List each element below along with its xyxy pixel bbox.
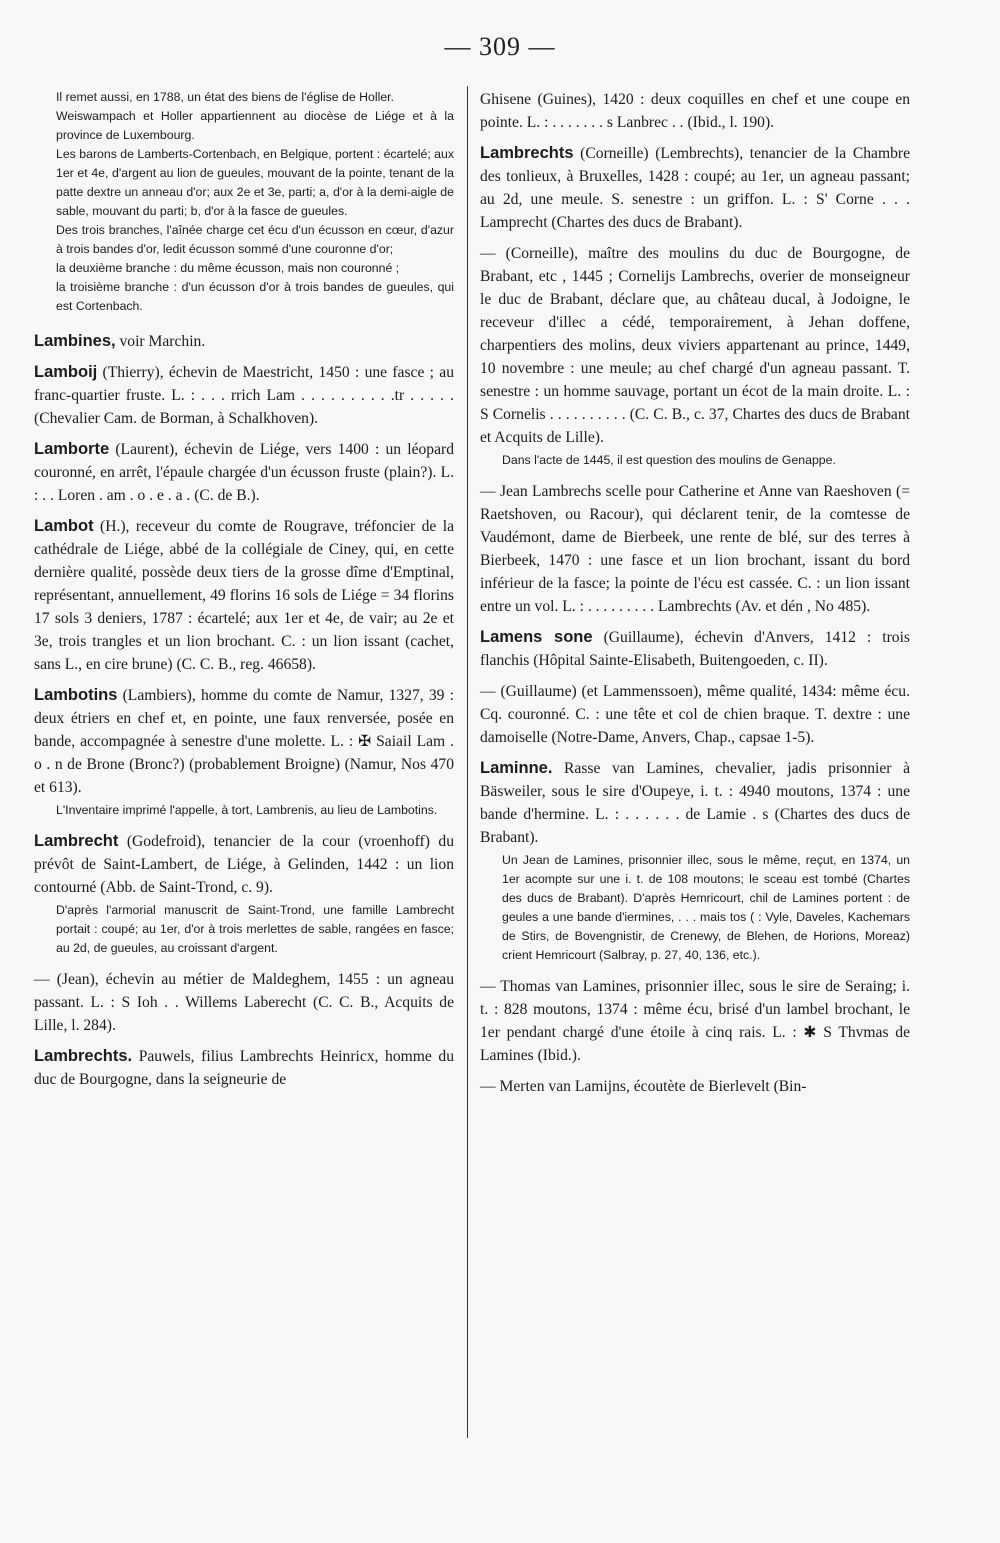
entry-text: — Merten van Lamijns, écoutète de Bierlevelt (Bin-: [480, 1078, 807, 1095]
entry: [34, 968, 454, 1037]
entry: [34, 684, 454, 799]
note-paragraph: D'après l'armorial manuscrit de Saint-Trond, une famille Lambrecht portait : coupé; au 1er, d'or à trois merlettes de sable, rangées en fasce; au 2d, de gueules, au croissant d'argent.: [56, 903, 454, 955]
entry-headword: Lambrechts: [480, 144, 574, 162]
note-paragraph: L'Inventaire imprimé l'appelle, à tort, Lambrenis, au lieu de Lambotins.: [56, 803, 438, 817]
entry: [34, 438, 454, 507]
entry: [34, 830, 454, 899]
note-paragraph: Dans l'acte de 1445, il est question des moulins de Genappe.: [502, 453, 836, 467]
entry: [480, 1075, 910, 1098]
left-column: [34, 88, 454, 1099]
note-paragraph: Des trois branches, l'aînée charge cet écu d'un écusson en cœur, d'azur à trois bandes d'or, ledit écusson sommé d'une couronne d'or;: [56, 223, 454, 256]
note-paragraph: la deuxième branche : du même écusson, mais non couronné ;: [56, 261, 400, 275]
entry-text: Rasse van Lamines, chevalier, jadis prisonnier à Bäsweiler, sous le sire d'Oupeye, i. t. : 4940 moutons, 1374 : une bande d'hermine. L. : . . . . . . de Lamie . s (Chartes des ducs de Brabant).: [480, 760, 910, 846]
entry: [480, 975, 910, 1067]
note-paragraph: Les barons de Lamberts-Cortenbach, en Belgique, portent : écartelé; aux 1er et 4e, d'argent au lion de gueules, mouvant de la pointe, tenant de la patte dextre un anneau d'or; aux 2e et 3e, parti; a, d'or à la demi-aigle de sable, mouvant du parti; b, d'or à la fasce de gueules.: [56, 147, 454, 218]
entry: [34, 1045, 454, 1091]
entry: [480, 680, 910, 749]
entry-text: — Thomas van Lamines, prisonnier illec, sous le sire de Seraing; i. t. : 828 moutons, 1374 : même écu, brisé d'un lambel brochant, le 1er pendant chargé d'une étoile à cinq rais. L. : ✱ S Thvmas de Lamines (Ibid.).: [480, 978, 910, 1064]
entry: [34, 361, 454, 430]
entry-headword: Lamborte: [34, 440, 110, 458]
entry-text: (Guillaume), échevin d'Anvers, 1412 : trois flanchis (Hôpital Sainte-Elisabeth, Buitengoeden, c. II).: [480, 629, 910, 669]
entry-headword: Lambrecht: [34, 832, 119, 850]
entry-text: (Godefroid), tenancier de la cour (vroenhoff) du prévôt de Saint-Lambert, de Liége, à Gelinden, 1442 : un lion contourné (Abb. de Saint-Trond, c. 9).: [34, 833, 454, 896]
entry: [480, 88, 910, 134]
entry-headword: Lamens sone: [480, 628, 593, 646]
note-paragraph: Il remet aussi, en 1788, un état des biens de l'église de Holler.: [56, 90, 394, 104]
note-paragraph: la troisième branche : d'un écusson d'or à trois bandes de gueules, qui est Cortenbach.: [56, 280, 454, 313]
entry: [480, 480, 910, 618]
entry-headword: Laminne.: [480, 759, 553, 777]
note-paragraph: Un Jean de Lamines, prisonnier illec, sous le même, reçut, en 1374, un 1er acompte sur une i. t. de 108 moutons; le sceau est tombé (Chartes des ducs de Brabant). D'après Hemricourt, chil de Lamines portent : de geules a une bande d'iermines, . . . mais tos ( : Vyle, Daveles, Kachemars de Stirs, de Bovengnistir, de Crenewy, de Blehen, de Horions, Moreaz) crient Hemricourt (Salbray, p. 27, 40, 136, etc.).: [502, 853, 910, 962]
entry: [480, 242, 910, 449]
entry: [34, 515, 454, 676]
entry: [480, 757, 910, 849]
entry: [480, 142, 910, 234]
entry: [34, 330, 454, 353]
entry-text: — (Corneille), maître des moulins du duc de Bourgogne, de Brabant, etc , 1445 ; Cornelijs Lambrechs, overier de monseigneur le duc de Brabant, déclare que, au château ducal, à Jodoigne, le receveur d'illec a cédé, temporairement, à Jehan doffene, charpentiers des molins, deux viviers appartenant au prince, 1449, 10 novembre : une meule; au chef chargé d'un agneau passant. T. senestre : un homme sauvage, portant un écot de la main droite. L. : S Cornelis . . . . . . . . . . (C. C. B., c. 37, Chartes des ducs de Brabant et Acquits de Lille).: [480, 245, 910, 446]
entry-headword: Lambines,: [34, 332, 116, 350]
note-paragraph: Weiswampach et Holler appartiennent au diocèse de Liége et à la province de Luxembourg.: [56, 109, 454, 142]
entry-headword: Lambot: [34, 517, 94, 535]
entry: [480, 626, 910, 672]
entry-text: (Thierry), échevin de Maestricht, 1450 : une fasce ; au franc-quartier fruste. L. : . . . rrich Lam . . . . . . . . . .tr . . . . . (Chevalier Cam. de Borman, à Schalkhoven).: [34, 364, 454, 427]
entry-headword: Lamboij: [34, 363, 98, 381]
entry-text: (Lambiers), homme du comte de Namur, 1327, 39 : deux étriers en chef et, en pointe, une faux renversée, posée en bande, accompagnée à senestre d'une molette. L. : ✠ Saiail Lam . o . n de Brone (Bronc?) (probablement Broigne) (Namur, Nos 470 et 613).: [34, 687, 454, 796]
page-number: — 309 —: [444, 32, 556, 61]
entry-headword: Lambrechts.: [34, 1047, 133, 1065]
entry-text: Ghisene (Guines), 1420 : deux coquilles en chef et une coupe en pointe. L. : . . . . . . . s Lanbrec . . (Ibid., l. 190).: [480, 91, 910, 131]
entry-text: (Corneille) (Lembrechts), tenancier de la Chambre des tonlieux, à Bruxelles, 1428 : coupé; au 1er, un agneau passant; au 2d, une meule. S. senestre : un griffon. L. : S' Corne . . . Lamprecht (Chartes des ducs de Brabant).: [480, 145, 910, 231]
entry-headword: Lambotins: [34, 686, 118, 704]
column-divider: [467, 86, 468, 1438]
right-column: [480, 88, 910, 1106]
entry-text: — (Guillaume) (et Lammenssoen), même qualité, 1434: même écu. Cq. couronné. C. : une tête et col de chien braque. T. dextre : une damoiselle (Notre-Dame, Anvers, Chap., capsae 1-5).: [480, 683, 910, 746]
entry-text: — (Jean), échevin au métier de Maldeghem, 1455 : un agneau passant. L. : S Ioh . . Willems Laberecht (C. C. B., Acquits de Lille, l. 284).: [34, 971, 454, 1034]
entry-text: voir Marchin.: [115, 333, 206, 350]
entry-text: (Laurent), échevin de Liége, vers 1400 : un léopard couronné, en arrêt, l'épaule chargée d'un écusson fruste (plain?). L. : . . Loren . am . o . e . a . (C. de B.).: [34, 441, 454, 504]
entry-text: — Jean Lambrechs scelle pour Catherine et Anne van Raeshoven (= Raetshoven, ou Racour), qui déclarent tenir, de la comtesse de Vaudémont, dame de Bierbeek, une rente de blé, sur des terres à Bierbeek, 1470 : une fasce et un lion brochant, issant du bord inférieur de la fasce; la pointe de l'écu est cassée. C. : un lion issant entre un vol. L. : . . . . . . . . . Lambrechts (Av. et dén , No 485).: [480, 483, 910, 615]
entry-text: Pauwels, filius Lambrechts Heinricx, homme du duc de Bourgogne, dans la seigneurie de: [34, 1048, 454, 1088]
entry-text: (H.), receveur du comte de Rougrave, tréfoncier de la cathédrale de Liége, abbé de la collégiale de Ciney, qui, en cette dernière qualité, possède deux tiers de la grosse dîme d'Emptinal, représentant, annuellement, 49 florins 16 sols de Liége = 34 florins 17 sols 3 deniers, 1787 : écartelé; aux 1er et 4e, de vair; au 2e et 3e, trois trangles et un lion brochant. C. : un lion issant (cachet, sans L., en cire brune) (C. C. B., reg. 46658).: [34, 518, 454, 673]
